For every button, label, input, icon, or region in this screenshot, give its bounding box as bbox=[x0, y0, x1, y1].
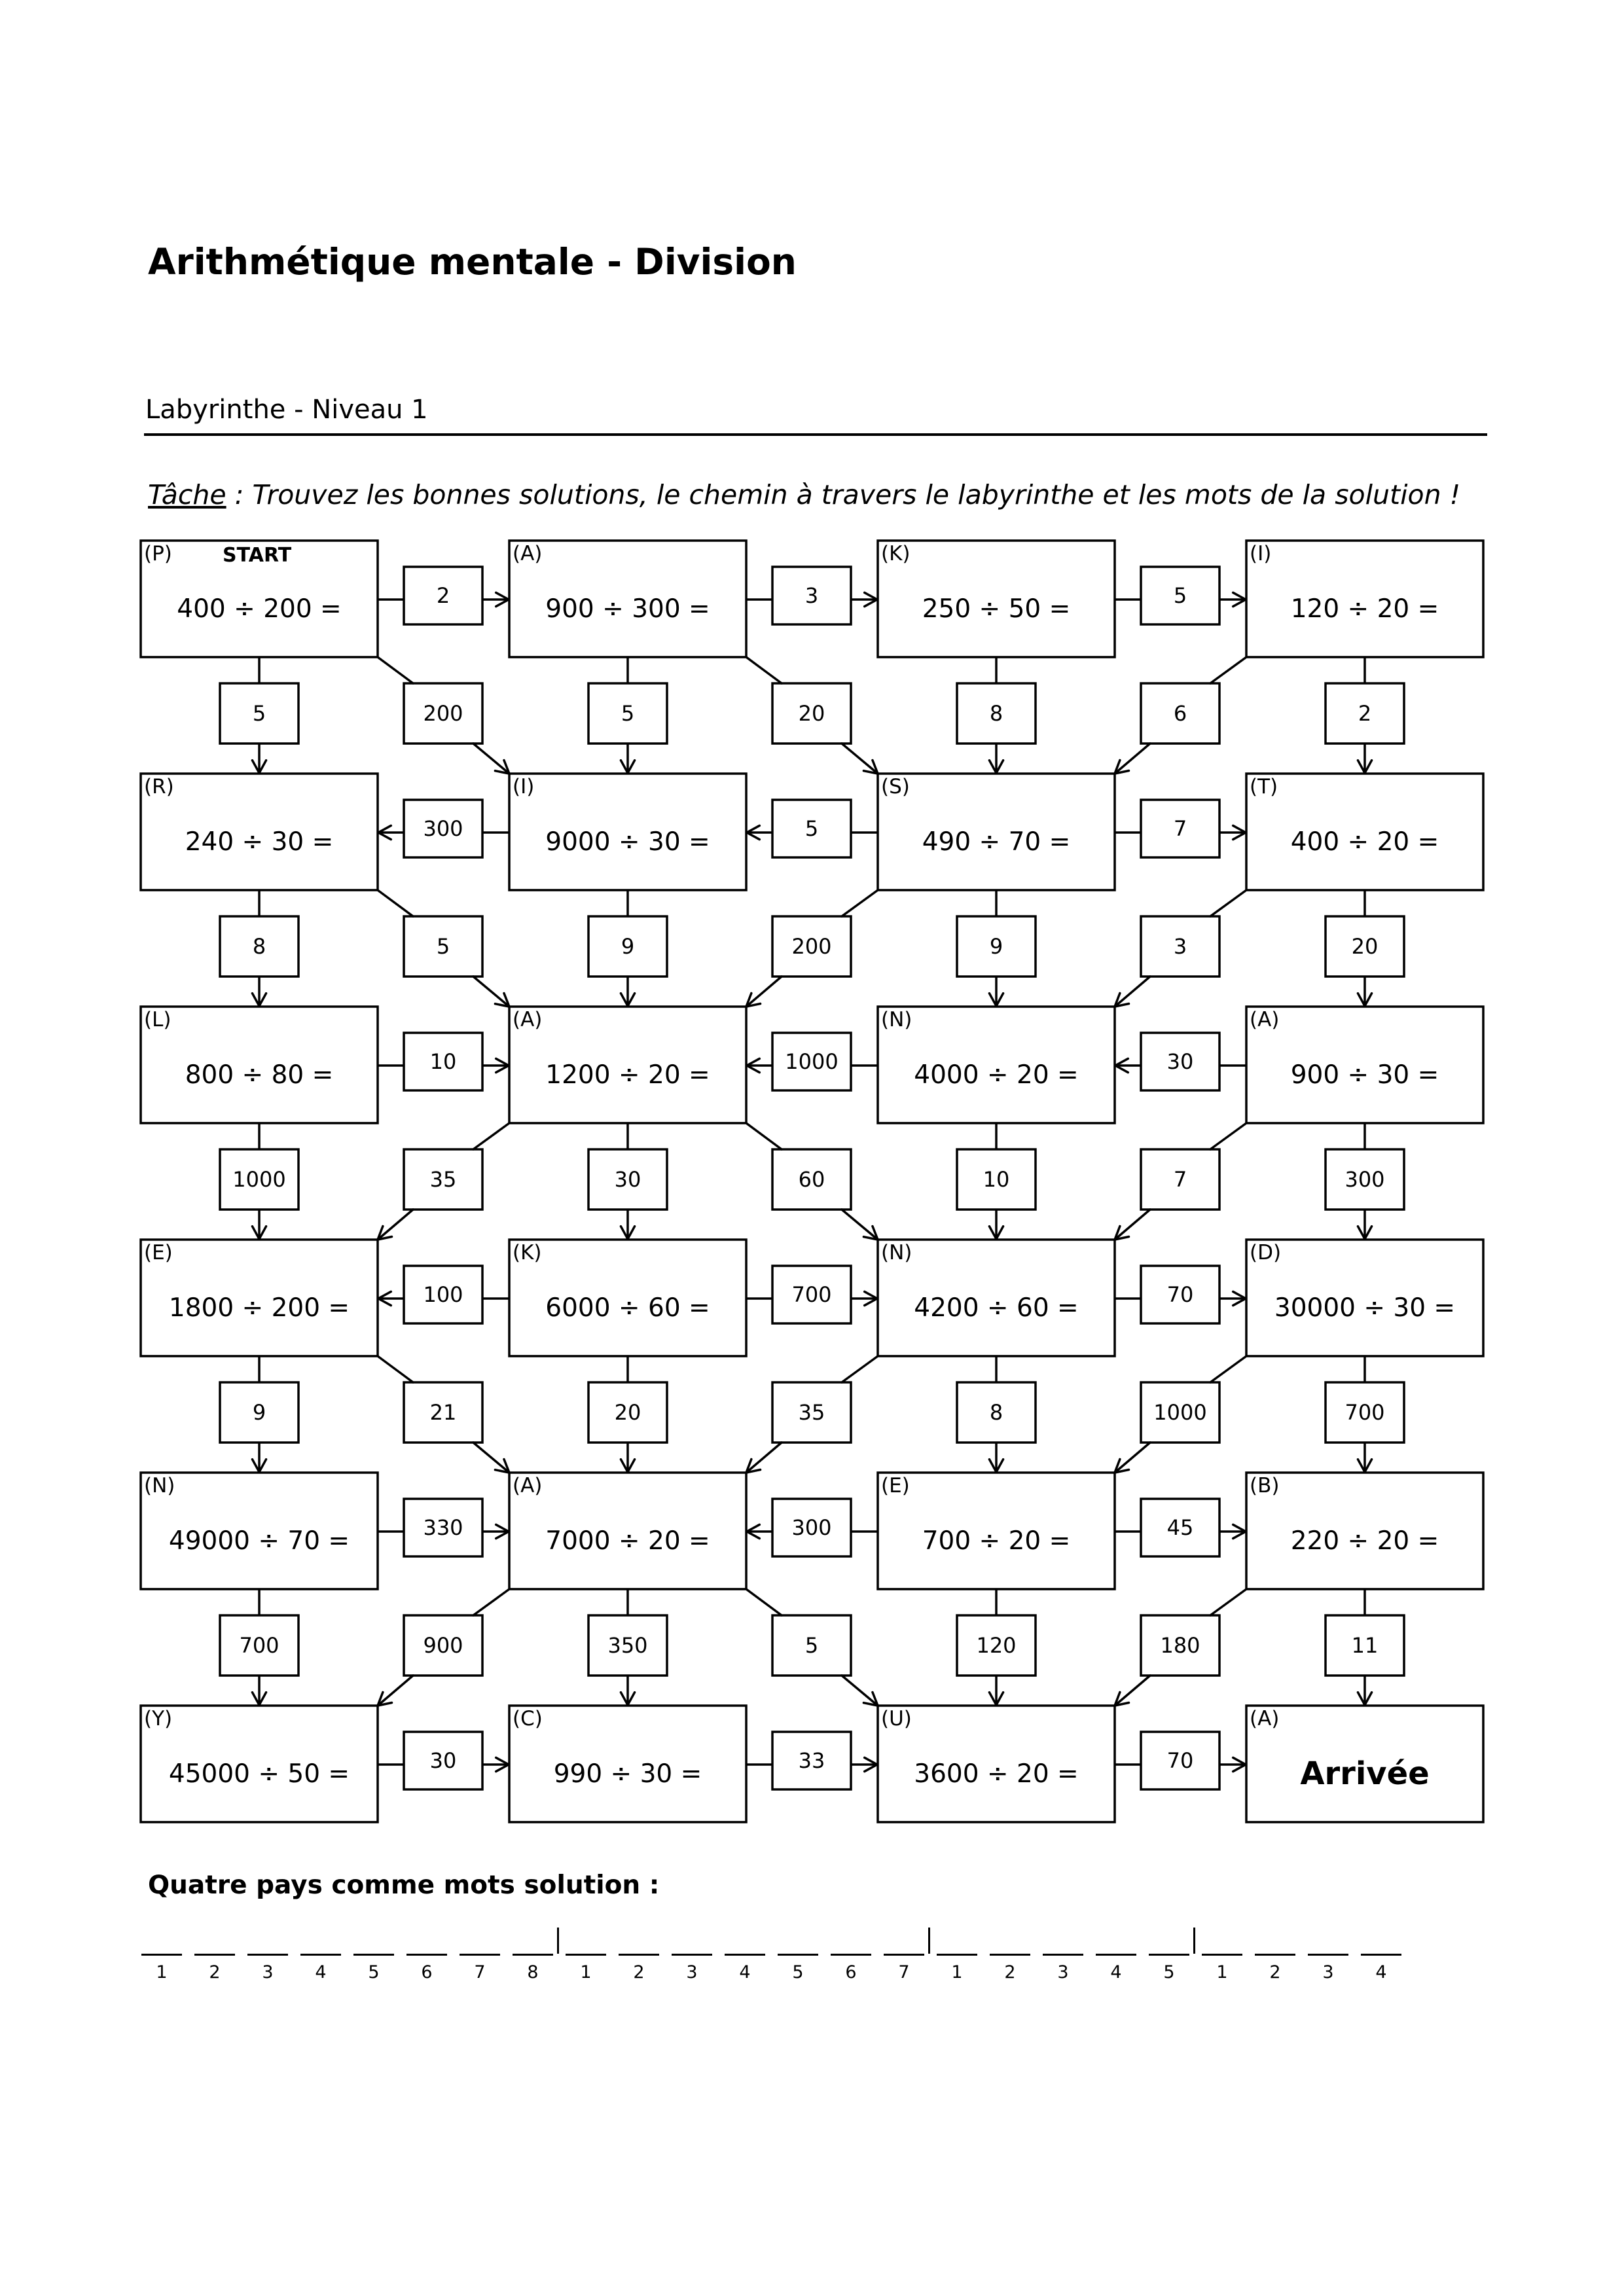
option-label: 120 bbox=[976, 1633, 1017, 1658]
connector-line bbox=[473, 1123, 509, 1149]
option-label: 7 bbox=[1173, 1167, 1187, 1192]
cell-equation: 4000 ÷ 20 = bbox=[914, 1060, 1079, 1090]
connector-line bbox=[473, 977, 509, 1007]
option-label: 30 bbox=[429, 1748, 457, 1773]
finish-label: Arrivée bbox=[1300, 1755, 1430, 1792]
task-label: Tâche bbox=[148, 479, 226, 511]
letter-number: 6 bbox=[845, 1962, 857, 1982]
option-label: 9 bbox=[621, 934, 635, 959]
cell-letter: (A) bbox=[1250, 1008, 1280, 1031]
cell-letter: (N) bbox=[144, 1474, 175, 1498]
cell-equation: 30000 ÷ 30 = bbox=[1274, 1293, 1456, 1323]
cell-letter: (A) bbox=[513, 1008, 543, 1031]
letter-blank[interactable] bbox=[247, 1954, 288, 1956]
option-label: 5 bbox=[804, 816, 819, 841]
option-label: 700 bbox=[239, 1633, 280, 1658]
letter-number: 2 bbox=[209, 1962, 221, 1982]
cell-letter: (D) bbox=[1250, 1241, 1282, 1265]
letter-number: 1 bbox=[156, 1962, 168, 1982]
connector-line bbox=[842, 890, 878, 916]
letter-number: 2 bbox=[1004, 1962, 1016, 1982]
connector-line bbox=[1115, 977, 1150, 1007]
connector-line bbox=[1210, 890, 1246, 916]
option-label: 10 bbox=[983, 1167, 1010, 1192]
option-label: 5 bbox=[621, 701, 635, 726]
connector-line bbox=[378, 890, 413, 916]
cell-equation: 800 ÷ 80 = bbox=[185, 1060, 334, 1090]
cell-letter: (C) bbox=[513, 1707, 543, 1731]
cell-equation: 120 ÷ 20 = bbox=[1290, 594, 1439, 624]
cell-equation: 7000 ÷ 20 = bbox=[545, 1526, 710, 1556]
letter-blank[interactable] bbox=[725, 1954, 765, 1956]
option-label: 8 bbox=[989, 701, 1003, 726]
cell-letter: (E) bbox=[144, 1241, 173, 1265]
cell-letter: (A) bbox=[1250, 1707, 1280, 1731]
connector-line bbox=[842, 1210, 878, 1240]
connector-line bbox=[746, 1443, 782, 1473]
connector-line bbox=[842, 744, 878, 774]
cell-letter: (P) bbox=[144, 542, 172, 565]
option-label: 30 bbox=[614, 1167, 641, 1192]
option-label: 300 bbox=[423, 816, 463, 841]
cell-letter: (U) bbox=[881, 1707, 912, 1731]
connector-line bbox=[746, 1589, 782, 1615]
letter-number: 7 bbox=[474, 1962, 486, 1982]
letter-blank[interactable] bbox=[300, 1954, 341, 1956]
connector-line bbox=[1115, 1676, 1150, 1706]
connector-line bbox=[378, 1356, 413, 1382]
cell-equation: 990 ÷ 30 = bbox=[553, 1759, 702, 1789]
option-label: 60 bbox=[798, 1167, 825, 1192]
letter-blank[interactable] bbox=[778, 1954, 818, 1956]
option-label: 100 bbox=[423, 1282, 463, 1307]
option-label: 900 bbox=[423, 1633, 463, 1658]
cell-equation: 700 ÷ 20 = bbox=[922, 1526, 1071, 1556]
option-label: 330 bbox=[423, 1515, 463, 1540]
cell-equation: 1200 ÷ 20 = bbox=[545, 1060, 710, 1090]
cell-equation: 900 ÷ 30 = bbox=[1290, 1060, 1439, 1090]
cell-letter: (K) bbox=[881, 542, 911, 565]
word-separator bbox=[557, 1928, 559, 1954]
letter-number: 1 bbox=[951, 1962, 963, 1982]
letter-blank[interactable] bbox=[566, 1954, 606, 1956]
option-label: 7 bbox=[1173, 816, 1187, 841]
option-label: 70 bbox=[1166, 1282, 1194, 1307]
letter-blank[interactable] bbox=[1255, 1954, 1295, 1956]
letter-number: 1 bbox=[1216, 1962, 1228, 1982]
option-label: 300 bbox=[791, 1515, 832, 1540]
letter-number: 3 bbox=[686, 1962, 698, 1982]
letter-blank[interactable] bbox=[141, 1954, 182, 1956]
option-label: 8 bbox=[252, 934, 266, 959]
cell-equation: 45000 ÷ 50 = bbox=[168, 1759, 350, 1789]
connector-line bbox=[746, 657, 782, 683]
connector-line bbox=[1210, 1589, 1246, 1615]
option-label: 9 bbox=[252, 1400, 266, 1425]
cell-equation: 900 ÷ 300 = bbox=[545, 594, 710, 624]
option-label: 1000 bbox=[232, 1167, 286, 1192]
start-label: START bbox=[223, 544, 292, 567]
option-label: 33 bbox=[798, 1748, 825, 1773]
option-label: 1000 bbox=[785, 1049, 839, 1074]
cell-equation: 1800 ÷ 200 = bbox=[168, 1293, 350, 1323]
option-label: 20 bbox=[614, 1400, 641, 1425]
option-label: 21 bbox=[429, 1400, 457, 1425]
cell-letter: (L) bbox=[144, 1008, 171, 1031]
connector-line bbox=[473, 744, 509, 774]
option-label: 5 bbox=[252, 701, 266, 726]
letter-number: 3 bbox=[262, 1962, 274, 1982]
letter-number: 3 bbox=[1057, 1962, 1069, 1982]
letter-number: 2 bbox=[1269, 1962, 1281, 1982]
connector-line bbox=[746, 977, 782, 1007]
solution-title: Quatre pays comme mots solution : bbox=[148, 1871, 660, 1900]
connector-line bbox=[1210, 657, 1246, 683]
option-label: 45 bbox=[1166, 1515, 1194, 1540]
letter-number: 8 bbox=[527, 1962, 539, 1982]
letter-blank[interactable] bbox=[672, 1954, 712, 1956]
letter-blank[interactable] bbox=[619, 1954, 659, 1956]
cell-letter: (T) bbox=[1250, 775, 1278, 798]
cell-equation: 490 ÷ 70 = bbox=[922, 827, 1071, 857]
letter-number: 1 bbox=[580, 1962, 592, 1982]
connector-line bbox=[1115, 1443, 1150, 1473]
letter-blank[interactable] bbox=[1202, 1954, 1242, 1956]
option-label: 5 bbox=[804, 1633, 819, 1658]
option-label: 5 bbox=[436, 934, 450, 959]
option-label: 30 bbox=[1166, 1049, 1194, 1074]
letter-number: 2 bbox=[633, 1962, 645, 1982]
letter-blank[interactable] bbox=[1096, 1954, 1136, 1956]
option-label: 300 bbox=[1344, 1167, 1385, 1192]
cell-equation: 4200 ÷ 60 = bbox=[914, 1293, 1079, 1323]
word-separator bbox=[928, 1928, 930, 1954]
letter-blank[interactable] bbox=[831, 1954, 871, 1956]
connector-line bbox=[1210, 1123, 1246, 1149]
connector-line bbox=[1115, 1210, 1150, 1240]
cell-letter: (N) bbox=[881, 1008, 912, 1031]
page-subtitle: Labyrinthe - Niveau 1 bbox=[145, 395, 428, 425]
option-label: 200 bbox=[791, 934, 832, 959]
option-label: 35 bbox=[429, 1167, 457, 1192]
connector-line bbox=[378, 1676, 413, 1706]
letter-blank[interactable] bbox=[406, 1954, 447, 1956]
option-label: 20 bbox=[1351, 934, 1379, 959]
option-label: 700 bbox=[1344, 1400, 1385, 1425]
option-label: 180 bbox=[1160, 1633, 1200, 1658]
letter-blank[interactable] bbox=[990, 1954, 1030, 1956]
connector-line bbox=[378, 657, 413, 683]
letter-blank[interactable] bbox=[460, 1954, 500, 1956]
option-label: 10 bbox=[429, 1049, 457, 1074]
page-title: Arithmétique mentale - Division bbox=[148, 241, 797, 283]
option-label: 5 bbox=[1173, 583, 1187, 608]
task-text: : Trouvez les bonnes solutions, le chemin à travers le labyrinthe et les mots de la solution ! bbox=[226, 479, 1461, 511]
cell-equation: 3600 ÷ 20 = bbox=[914, 1759, 1079, 1789]
cell-letter: (N) bbox=[881, 1241, 912, 1265]
letter-number: 4 bbox=[315, 1962, 327, 1982]
option-label: 350 bbox=[607, 1633, 648, 1658]
option-label: 70 bbox=[1166, 1748, 1194, 1773]
cell-equation: 6000 ÷ 60 = bbox=[545, 1293, 710, 1323]
option-label: 3 bbox=[1173, 934, 1187, 959]
option-label: 8 bbox=[989, 1400, 1003, 1425]
letter-blank[interactable] bbox=[194, 1954, 235, 1956]
letter-blank[interactable] bbox=[1308, 1954, 1348, 1956]
cell-letter: (I) bbox=[1250, 542, 1272, 565]
connector-line bbox=[842, 1676, 878, 1706]
letter-number: 4 bbox=[739, 1962, 751, 1982]
cell-equation: 240 ÷ 30 = bbox=[185, 827, 334, 857]
letter-number: 5 bbox=[792, 1962, 804, 1982]
option-label: 11 bbox=[1351, 1633, 1379, 1658]
letter-number: 6 bbox=[421, 1962, 433, 1982]
option-label: 1000 bbox=[1153, 1400, 1207, 1425]
option-label: 6 bbox=[1173, 701, 1187, 726]
letter-blank[interactable] bbox=[513, 1954, 553, 1956]
option-label: 35 bbox=[798, 1400, 825, 1425]
letter-blank[interactable] bbox=[1149, 1954, 1189, 1956]
cell-letter: (S) bbox=[881, 775, 910, 798]
word-separator bbox=[1193, 1928, 1195, 1954]
cell-equation: 250 ÷ 50 = bbox=[922, 594, 1071, 624]
letter-number: 4 bbox=[1110, 1962, 1122, 1982]
letter-blank[interactable] bbox=[884, 1954, 924, 1956]
letter-number: 5 bbox=[1163, 1962, 1175, 1982]
connector-line bbox=[473, 1589, 509, 1615]
letter-number: 7 bbox=[898, 1962, 910, 1982]
cell-equation: 400 ÷ 20 = bbox=[1290, 827, 1439, 857]
connector-line bbox=[378, 1210, 413, 1240]
cell-letter: (Y) bbox=[144, 1707, 173, 1731]
option-label: 2 bbox=[436, 583, 450, 608]
cell-equation: 49000 ÷ 70 = bbox=[168, 1526, 350, 1556]
letter-blank[interactable] bbox=[353, 1954, 394, 1956]
cell-letter: (I) bbox=[513, 775, 535, 798]
cell-letter: (A) bbox=[513, 542, 543, 565]
connector-line bbox=[746, 1123, 782, 1149]
connector-line bbox=[1115, 744, 1150, 774]
cell-letter: (K) bbox=[513, 1241, 542, 1265]
option-label: 2 bbox=[1358, 701, 1372, 726]
cell-equation: 9000 ÷ 30 = bbox=[545, 827, 710, 857]
cell-equation: 220 ÷ 20 = bbox=[1290, 1526, 1439, 1556]
connector-line bbox=[842, 1356, 878, 1382]
connector-line bbox=[473, 1443, 509, 1473]
cell-letter: (A) bbox=[513, 1474, 543, 1498]
option-label: 20 bbox=[798, 701, 825, 726]
letter-number: 3 bbox=[1322, 1962, 1334, 1982]
cell-letter: (R) bbox=[144, 775, 174, 798]
cell-letter: (B) bbox=[1250, 1474, 1280, 1498]
letter-number: 5 bbox=[368, 1962, 380, 1982]
cell-equation: 400 ÷ 200 = bbox=[177, 594, 342, 624]
letter-blank[interactable] bbox=[1043, 1954, 1083, 1956]
option-label: 200 bbox=[423, 701, 463, 726]
letter-blank[interactable] bbox=[937, 1954, 977, 1956]
connector-line bbox=[1210, 1356, 1246, 1382]
option-label: 9 bbox=[989, 934, 1003, 959]
option-label: 3 bbox=[804, 583, 819, 608]
letter-blank[interactable] bbox=[1361, 1954, 1401, 1956]
option-label: 700 bbox=[791, 1282, 832, 1307]
letter-number: 4 bbox=[1375, 1962, 1387, 1982]
cell-letter: (E) bbox=[881, 1474, 910, 1498]
